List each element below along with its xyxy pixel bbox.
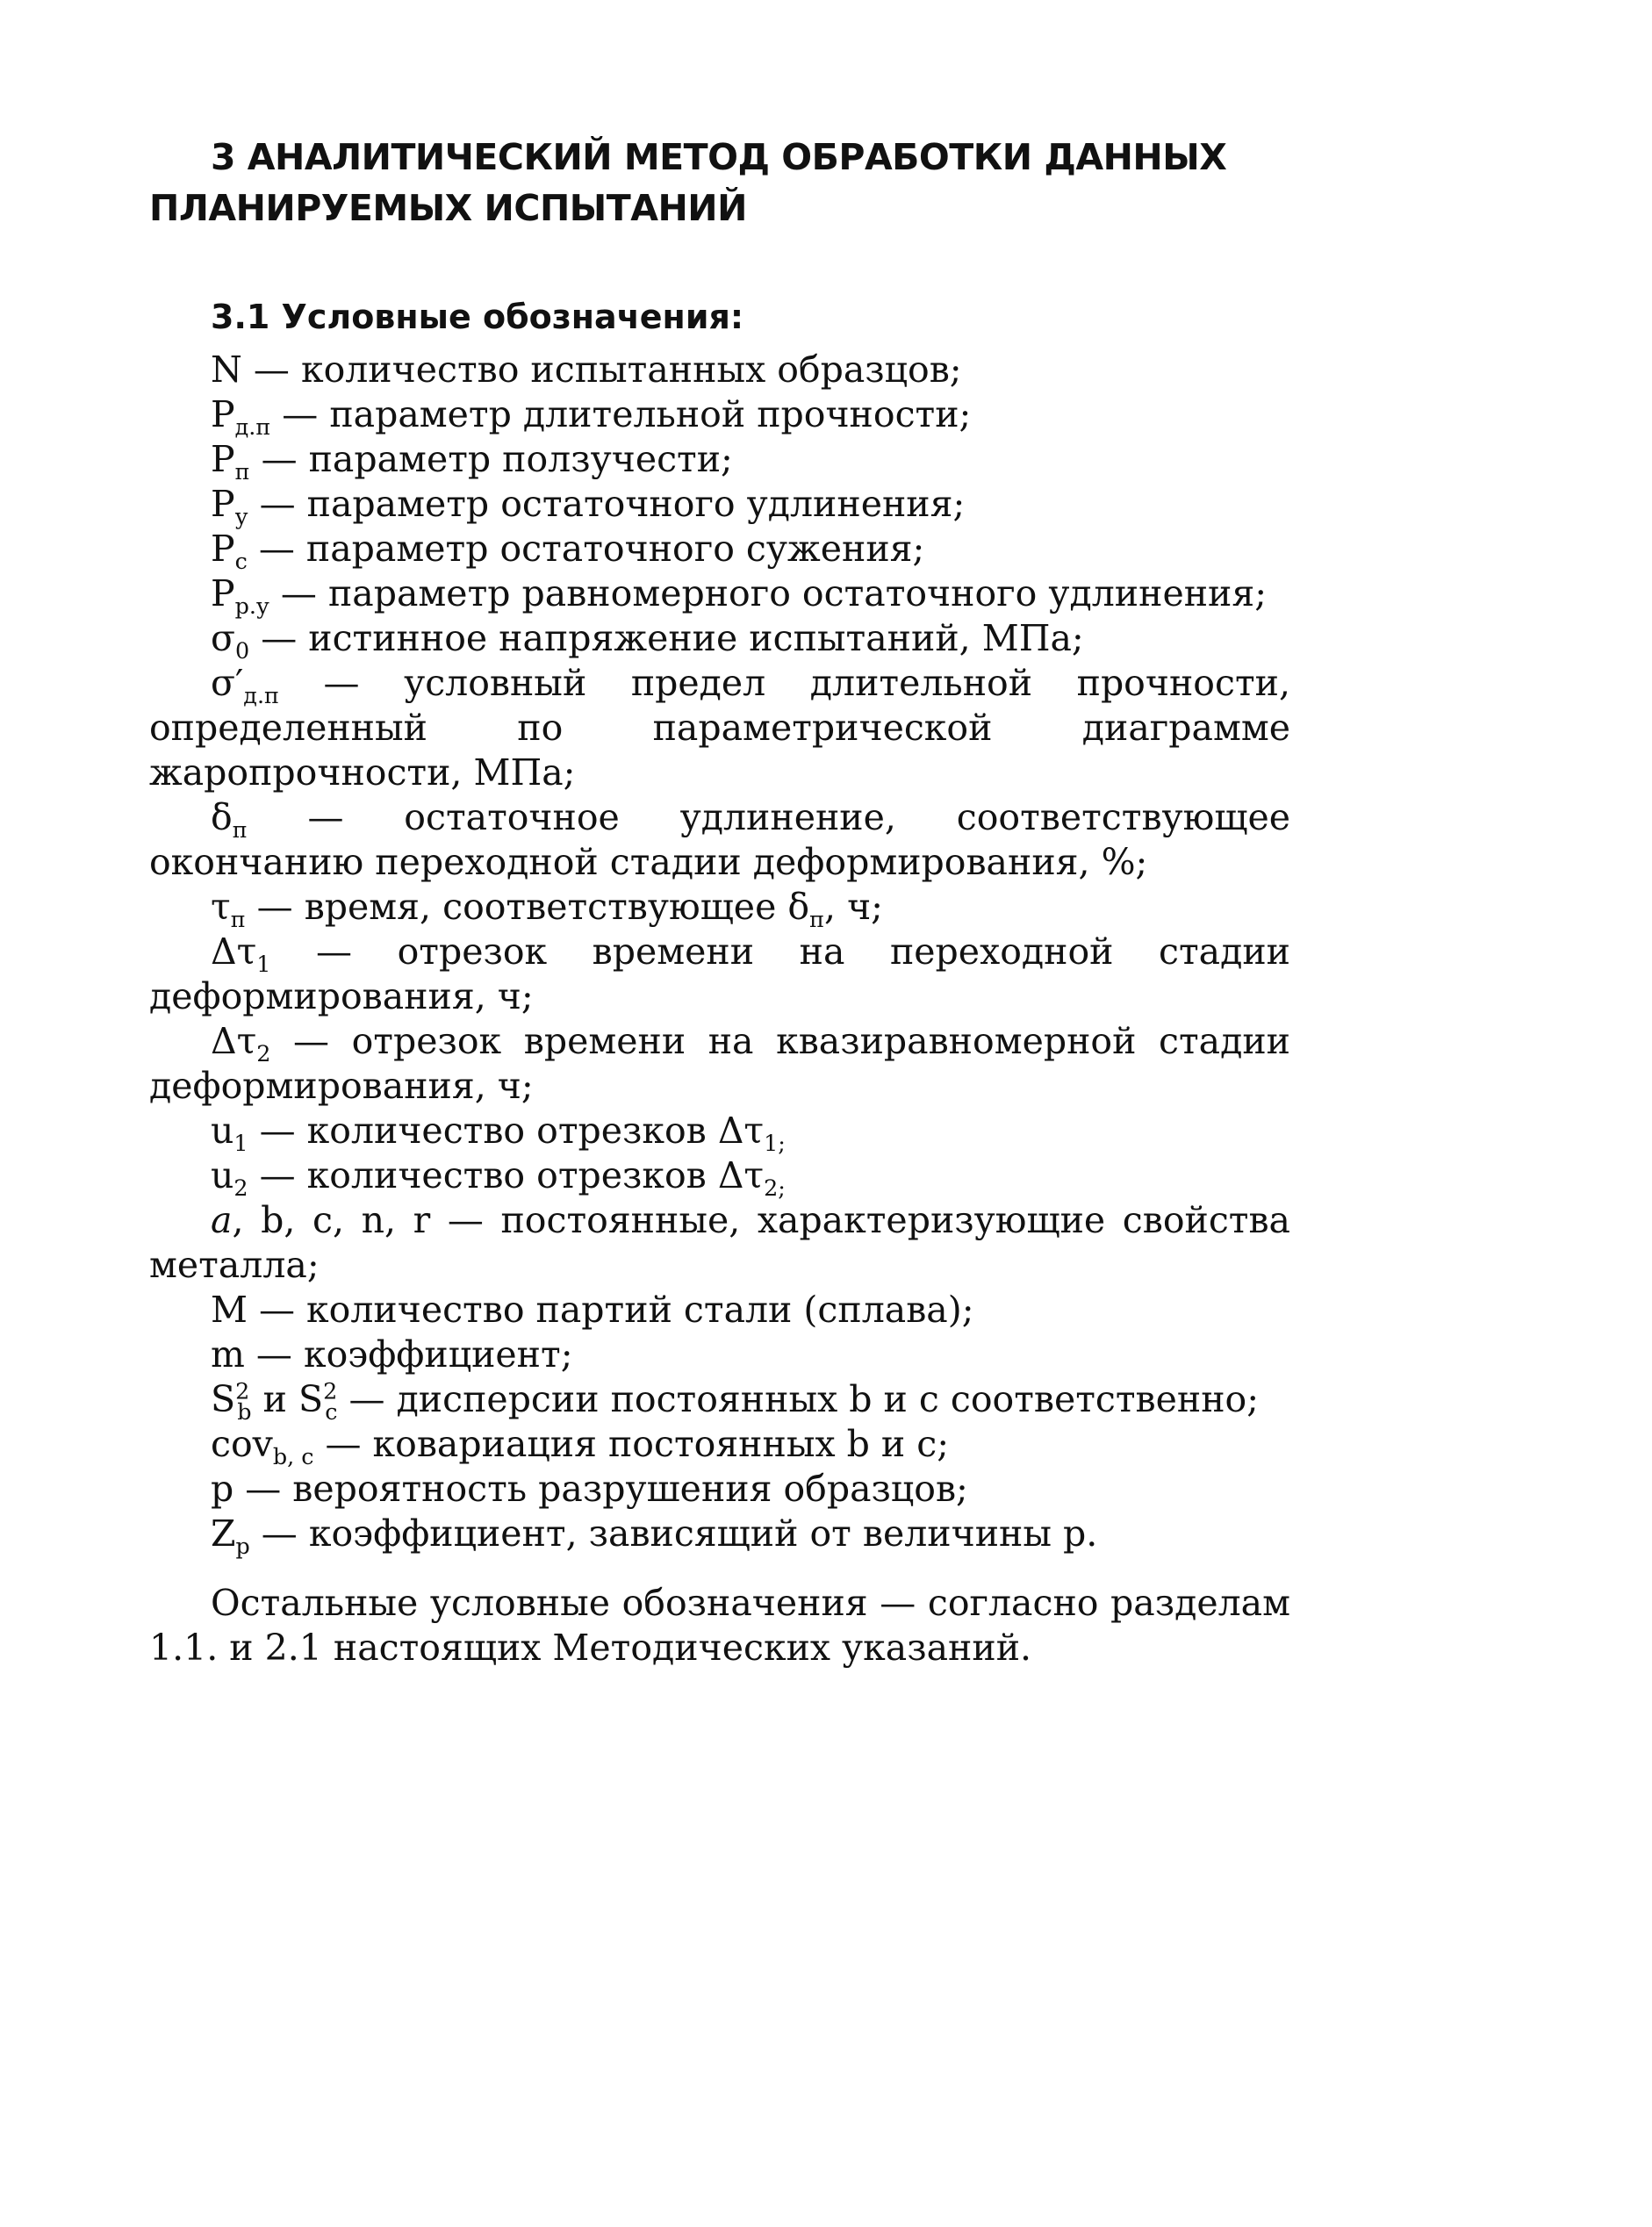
- def-n: N — количество испытанных образцов;: [211, 348, 962, 391]
- def-p-dp: $P_{д.п}$ — параметр длительной прочности;: [211, 393, 972, 441]
- def-delta-p: $\delta_п$ — остаточное удлинение, соответствующее окончанию переходной стадии деформирования, %;: [149, 796, 1290, 883]
- def-sigma-0: $\sigma_0$ — истинное напряжение испытаний, МПа;: [211, 617, 1084, 665]
- def-tau-p: $\tau_п$ — время, соответствующее $\delta_п$, ч;: [211, 886, 883, 933]
- section-title: [149, 132, 1290, 233]
- def-u-1: $u_1$ — количество отрезков $\Delta\tau_{1;}$: [211, 1110, 786, 1157]
- subsection-title: 3.1 Условные обозначения:: [211, 298, 744, 336]
- section-title-line-1: 3 АНАЛИТИЧЕСКИЙ МЕТОД ОБРАБОТКИ ДАННЫХ: [211, 136, 1227, 178]
- notation-list: [149, 348, 1290, 1560]
- def-covariance: cov$_{b, c}$ — ковариация постоянных b и c;: [211, 1423, 950, 1470]
- def-dtau-1: $\Delta\tau_1$ — отрезок времени на переходной стадии деформирования, ч;: [149, 930, 1290, 1017]
- def-p-y: $P_у$ — параметр остаточного удлинения;: [211, 483, 966, 530]
- def-m-batches: M — количество партий стали (сплава);: [211, 1289, 974, 1331]
- def-p-probability: p — вероятность разрушения образцов;: [211, 1468, 968, 1510]
- closing-paragraph: Остальные условные обозначения — согласно разделам 1.1. и 2.1 настоящих Методических указаний.: [149, 1582, 1290, 1669]
- def-p-p: $P_п$ — параметр ползучести;: [211, 438, 733, 485]
- def-constants: a, b, c, n, r — постоянные, характеризующие свойства металла;: [149, 1199, 1290, 1286]
- def-dtau-2: $\Delta\tau_2$ — отрезок времени на квазиравномерной стадии деформирования, ч;: [149, 1020, 1290, 1107]
- def-u-2: $u_2$ — количество отрезков $\Delta\tau_{2;}$: [211, 1154, 786, 1202]
- def-p-c: $P_с$ — параметр остаточного сужения;: [211, 528, 925, 575]
- def-m-coefficient: m — коэффициент;: [211, 1333, 573, 1376]
- def-variances: $S^2_b$ и $S^2_c$ — дисперсии постоянных b и c соответственно;: [211, 1377, 1260, 1426]
- def-p-ry: $P_{р.у}$ — параметр равномерного остаточного удлинения;: [211, 572, 1268, 620]
- page: [149, 132, 1290, 1670]
- section-title-line-2: ПЛАНИРУЕМЫХ ИСПЫТАНИЙ: [149, 187, 747, 229]
- def-sigma-dp: $\sigma'_{д.п}$ — условный предел длительной прочности, определенный по параметрической диаграмме жаропрочности, МПа;: [149, 662, 1290, 794]
- def-z-p: $Z_p$ — коэффициент, зависящий от величины p.: [211, 1512, 1098, 1560]
